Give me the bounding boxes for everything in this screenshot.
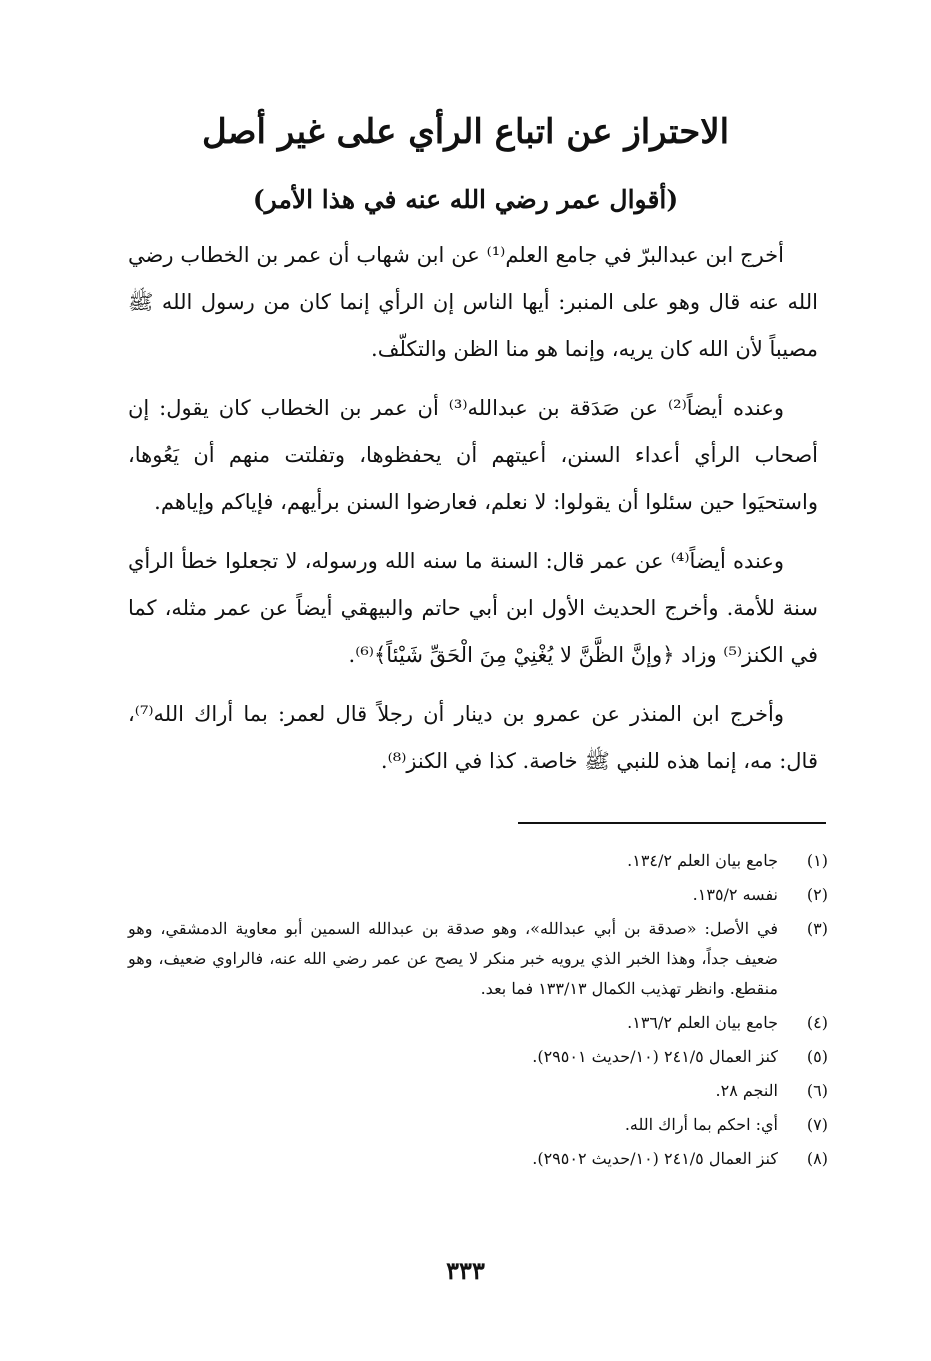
footnote-number: (٨) xyxy=(806,1149,828,1168)
footnote-7 xyxy=(128,1110,828,1140)
footnote-number: (٣) xyxy=(806,919,828,938)
footnote-text: نفسه ١٣٥/٢. xyxy=(692,885,778,904)
footnote-number: (٧) xyxy=(806,1115,828,1134)
footnote-8 xyxy=(128,1144,828,1174)
paragraph-2: وعنده أيضاً⁽²⁾ عن صَدَقة بن عبدالله⁽³⁾ أن عمر بن الخطاب كان يقول: إن أصحاب الرأي أعداء السنن، أعيتهم أن يحفظوها، وتفلتت منهم أن يَعُوها، واستحيَوا حين سئلوا أن يقولوا: لا نعلم، فعارضوا السنن برأيهم، فإياكم وإياهم. xyxy=(128,396,818,514)
footnote-text: جامع بيان العلم ١٣٦/٢. xyxy=(627,1013,778,1032)
footnote-text: جامع بيان العلم ١٣٤/٢. xyxy=(627,851,778,870)
footnote-5 xyxy=(128,1042,828,1072)
footnote-2 xyxy=(128,880,828,910)
footnote-6 xyxy=(128,1076,828,1106)
footnote-3 xyxy=(128,914,828,1004)
footnote-number: (٤) xyxy=(806,1013,828,1032)
footnote-number: (٥) xyxy=(806,1047,828,1066)
footnotes xyxy=(128,846,828,1178)
main-text xyxy=(128,232,818,797)
footnote-1 xyxy=(128,846,828,876)
footnote-number: (١) xyxy=(806,851,828,870)
footnote-text: كنز العمال ٢٤١/٥ (١٠/حديث ٢٩٥٠٢). xyxy=(532,1149,778,1168)
footnote-text: أي: احكم بما أراك الله. xyxy=(624,1115,778,1134)
footnote-4 xyxy=(128,1008,828,1038)
page-title: الاحتراز عن اتباع الرأي على غير أصل xyxy=(201,112,730,152)
paragraph-4: وأخرج ابن المنذر عن عمرو بن دينار أن رجلاً قال لعمر: بما أراك الله⁽⁷⁾، قال: مه، إنما هذه للنبي ﷺ خاصة. كذا في الكنز⁽⁸⁾. xyxy=(128,702,818,773)
paragraph-1: أخرج ابن عبدالبرّ في جامع العلم⁽¹⁾ عن ابن شهاب أن عمر بن الخطاب رضي الله عنه قال وهو على المنبر: أيها الناس إن الرأي إنما كان من رسول الله ﷺ مصيباً لأن الله كان يريه، وإنما هو منا الظن والتكلّف. xyxy=(128,243,818,361)
footnote-text: في الأصل: «صدقة بن أبي عبدالله»، وهو صدقة بن عبدالله السمين أبو معاوية الدمشقي، وهو ضعيف جداً، وهذا الخبر الذي يرويه خبر منكر لا يصح عن عمر رضي الله عنه، فالراوي ضعيف، وهو منقطع. وانظر تهذيب الكمال ١٣٣/١٣ فما بعد. xyxy=(128,919,778,998)
footnote-number: (٢) xyxy=(806,885,828,904)
footnote-separator xyxy=(518,822,826,824)
page-number: ٣٣٣ xyxy=(446,1256,485,1285)
footnote-text: كنز العمال ٢٤١/٥ (١٠/حديث ٢٩٥٠١). xyxy=(532,1047,778,1066)
footnote-number: (٦) xyxy=(806,1081,828,1100)
paragraph-3: وعنده أيضاً⁽⁴⁾ عن عمر قال: السنة ما سنه الله ورسوله، لا تجعلوا خطأ الرأي سنة للأمة. وأخرج الحديث الأول ابن أبي حاتم والبيهقي أيضاً عن عمر مثله، كما في الكنز⁽⁵⁾ وزاد ﴿وإنَّ الظَّنَّ لا يُغْنِيْ مِنَ الْحَقِّ شَيْئاً﴾⁽⁶⁾. xyxy=(128,549,818,667)
section-subtitle: (أقوال عمر رضي الله عنه في هذا الأمر) xyxy=(252,185,679,214)
footnote-text: النجم ٢٨. xyxy=(715,1081,778,1100)
